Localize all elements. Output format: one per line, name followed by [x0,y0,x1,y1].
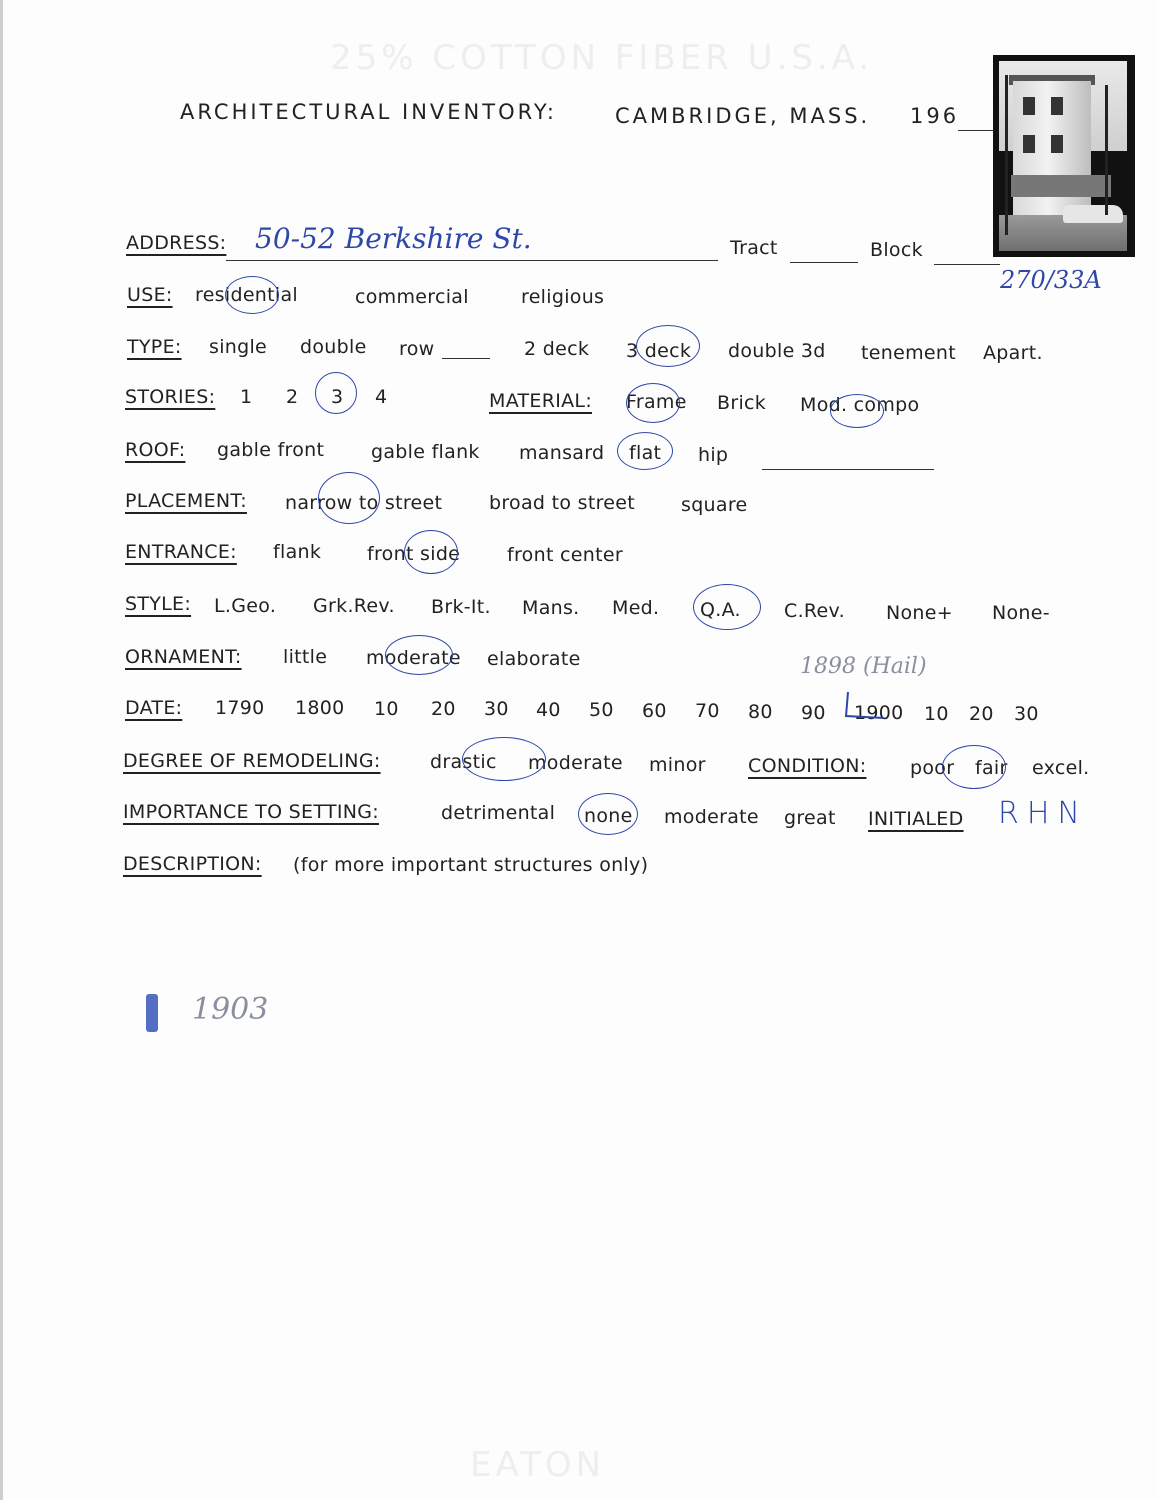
selection-circle [617,432,673,470]
watermark-bottom: EATON [470,1445,606,1485]
mark-circle [462,737,546,781]
material-option: Mod. compo [800,394,920,416]
form-year-prefix: 196 [910,104,960,128]
date-option: 1900 [854,702,904,724]
date-bracket-mark [840,688,890,724]
date-option: 80 [748,701,773,723]
parcel-number: 270/33A [1000,266,1102,294]
type-option: 2 deck [524,338,590,360]
address-line [226,260,718,261]
style-option: Brk-It. [431,596,491,618]
roof-option: flat [629,442,662,464]
type-label: TYPE: [127,336,182,358]
remodeling-option: moderate [528,752,623,774]
date-label: DATE: [125,697,183,719]
style-option: None+ [886,602,953,624]
stories-option: 1 [240,386,253,408]
condition-label: CONDITION: [748,755,867,777]
style-option: Mans. [522,597,580,619]
condition-option: poor [910,757,955,779]
block-label: Block [870,239,923,261]
description-note: (for more important structures only) [293,854,649,876]
date-option: 70 [695,700,720,722]
style-option: Q.A. [700,599,741,621]
entrance-option: front center [507,544,623,566]
selection-circle [315,372,357,414]
selection-circle [693,584,761,630]
roof-option: mansard [519,442,605,464]
remodeling-label: DEGREE OF REMODELING: [123,750,381,772]
stories-option: 3 [331,386,344,408]
style-option: C.Rev. [784,600,845,622]
selection-circle [318,472,380,524]
stories-label: STORIES: [125,386,216,408]
selection-circle [942,745,1006,789]
date-option: 40 [536,699,561,721]
house-photo [993,55,1135,257]
initialed-value: RHN [998,796,1088,831]
description-label: DESCRIPTION: [123,853,262,875]
block-line [934,264,1000,265]
page-edge [0,0,3,1500]
year-blank-line [958,130,994,131]
ornament-label: ORNAMENT: [125,646,242,668]
importance-option: great [784,807,836,829]
date-option: 1800 [295,697,345,719]
type-option: row [399,338,435,360]
date-option: 90 [801,702,826,724]
date-option: 60 [642,700,667,722]
roof-label: ROOF: [125,439,186,461]
ornament-option: little [283,646,328,668]
type-option: single [209,336,268,358]
remodeling-option: minor [649,754,706,776]
use-option: religious [521,286,605,308]
stories-option: 4 [375,386,388,408]
placement-label: PLACEMENT: [125,490,247,512]
importance-option: moderate [664,806,759,828]
entrance-option: front side [367,543,461,565]
roof-option: gable flank [371,441,480,463]
tract-line [790,262,858,263]
use-option: commercial [355,286,469,308]
style-option: Grk.Rev. [313,595,395,617]
condition-option: excel. [1032,757,1090,779]
type-option: 3 deck [626,340,692,362]
roof-other-line [762,469,934,470]
selection-circle [626,383,680,423]
style-option: None- [992,602,1050,624]
placement-option: narrow to street [285,492,443,514]
selection-circle [225,276,279,314]
date-option: 20 [431,698,456,720]
remodeling-option: drastic [430,751,497,773]
entrance-option: flank [273,541,322,563]
note-year: 1903 [192,992,269,1027]
address-label: ADDRESS: [126,232,227,254]
date-option: 1790 [215,697,265,719]
selection-circle [385,635,453,675]
style-option: L.Geo. [214,595,277,617]
date-option: 30 [1014,703,1039,725]
address-value: 50-52 Berkshire St. [255,222,532,255]
date-option: 20 [969,703,994,725]
selection-circle [404,530,458,574]
roof-option: gable front [217,439,325,461]
ornament-option: moderate [366,647,461,669]
placement-option: square [681,494,748,516]
mark-circle [830,394,884,428]
stories-option: 2 [286,386,299,408]
initialed-label: INITIALED [868,808,964,830]
pencil-mark [146,994,158,1032]
type-option: double [300,336,367,358]
date-option: 10 [374,698,399,720]
form-title: ARCHITECTURAL INVENTORY: [180,100,557,124]
tract-label: Tract [730,237,778,259]
material-option: Frame [626,391,687,413]
selection-circle [636,325,700,367]
style-option: Med. [612,597,660,619]
placement-option: broad to street [489,492,636,514]
form-city: CAMBRIDGE, MASS. [615,104,871,128]
use-label: USE: [127,284,173,306]
material-option: Brick [717,392,767,414]
ornament-option: elaborate [487,648,581,670]
type-option: Apart. [983,342,1043,364]
type-option: double 3d [728,340,826,362]
use-option: residential [195,284,299,306]
date-annotation: 1898 (Hail) [800,654,927,679]
entrance-label: ENTRANCE: [125,541,237,563]
material-label: MATERIAL: [489,390,593,412]
condition-option: fair [975,757,1008,779]
type-option: tenement [861,342,956,364]
roof-option: hip [698,444,729,466]
date-option: 10 [924,703,949,725]
importance-label: IMPORTANCE TO SETTING: [123,801,379,823]
date-option: 30 [484,698,509,720]
row-blank-line [442,358,490,359]
watermark-top: 25% COTTON FIBER U.S.A. [330,38,874,78]
importance-option: none [584,805,633,827]
selection-circle [578,793,638,835]
importance-option: detrimental [441,802,556,824]
date-option: 50 [589,699,614,721]
style-label: STYLE: [125,593,192,615]
